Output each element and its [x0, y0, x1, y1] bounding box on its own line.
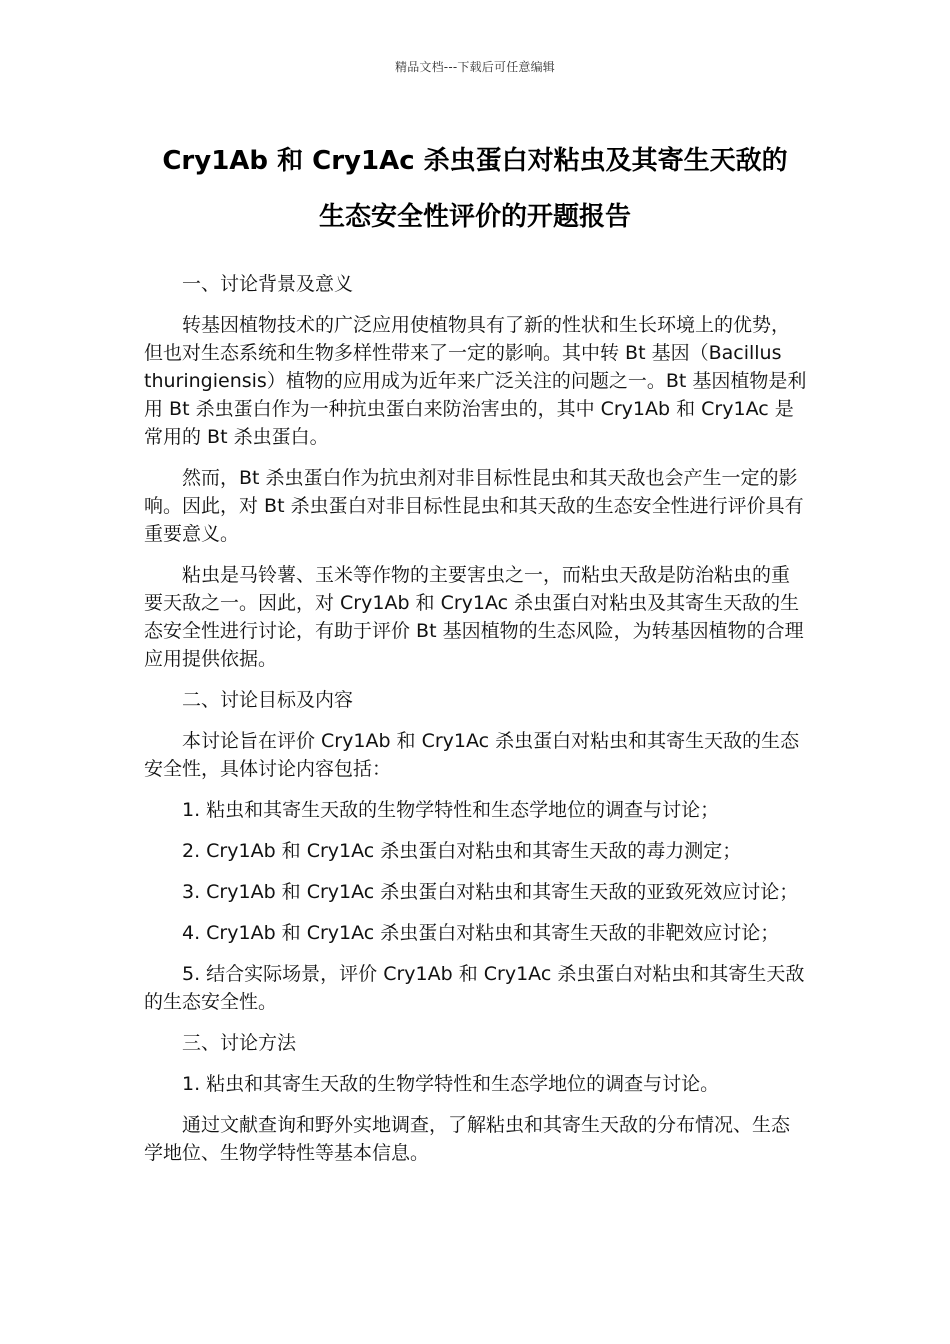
list-item-method-1: 1. 粘虫和其寄生天敌的生物学特性和生态学地位的调查与讨论。 — [182, 1073, 720, 1095]
document-title-line-1: Cry1Ab 和 Cry1Ac 杀虫蛋白对粘虫及其寄生天敌的 — [162, 146, 788, 176]
paragraph-objectives-intro: 本讨论旨在评价 Cry1Ab 和 Cry1Ac 杀虫蛋白对粘虫和其寄生天敌的生态安全性，具体讨论内容包括： — [144, 730, 800, 780]
section-heading-objectives: 二、讨论目标及内容 — [182, 689, 354, 711]
section-heading-background: 一、讨论背景及意义 — [182, 273, 354, 295]
list-item-objective-5: 5. 结合实际场景，评价 Cry1Ab 和 Cry1Ac 杀虫蛋白对粘虫和其寄生天敌的生态安全性。 — [144, 963, 805, 1013]
paragraph-background-3: 粘虫是马铃薯、玉米等作物的主要害虫之一，而粘虫天敌是防治粘虫的重要天敌之一。因此，对 Cry1Ab 和 Cry1Ac 杀虫蛋白对粘虫及其寄生天敌的生态安全性进行讨论，有助于评价 Bt 基因植物的生态风险，为转基因植物的合理应用提供依据。 — [144, 564, 804, 670]
list-item-objective-1: 1. 粘虫和其寄生天敌的生物学特性和生态学地位的调查与讨论； — [182, 799, 720, 821]
header-note: 精品文档---下载后可任意编辑 — [395, 60, 555, 74]
paragraph-background-1: 转基因植物技术的广泛应用使植物具有了新的性状和生长环境上的优势，但也对生态系统和生物多样性带来了一定的影响。其中转 Bt 基因（Bacillus thuringiensis）植物的应用成为近年来广泛关注的问题之一。Bt 基因植物是利用 Bt 杀虫蛋白作为一种抗虫蛋白来防治害虫的，其中 Cry1Ab 和 Cry1Ac 是常用的 Bt 杀虫蛋白。 — [144, 314, 807, 448]
list-item-objective-3: 3. Cry1Ab 和 Cry1Ac 杀虫蛋白对粘虫和其寄生天敌的亚致死效应讨论； — [182, 881, 799, 903]
section-heading-methods: 三、讨论方法 — [182, 1032, 297, 1054]
paragraph-method-1-detail: 通过文献查询和野外实地调查，了解粘虫和其寄生天敌的分布情况、生态学地位、生物学特性等基本信息。 — [144, 1114, 791, 1164]
list-item-objective-2: 2. Cry1Ab 和 Cry1Ac 杀虫蛋白对粘虫和其寄生天敌的毒力测定； — [182, 840, 742, 862]
document-title-line-2: 生态安全性评价的开题报告 — [318, 202, 631, 232]
paragraph-background-2: 然而，Bt 杀虫蛋白作为抗虫剂对非目标性昆虫和其天敌也会产生一定的影响。因此，对 Bt 杀虫蛋白对非目标性昆虫和其天敌的生态安全性进行评价具有重要意义。 — [144, 467, 804, 545]
list-item-objective-4: 4. Cry1Ab 和 Cry1Ac 杀虫蛋白对粘虫和其寄生天敌的非靶效应讨论； — [182, 922, 780, 944]
document-body — [144, 270, 808, 1180]
